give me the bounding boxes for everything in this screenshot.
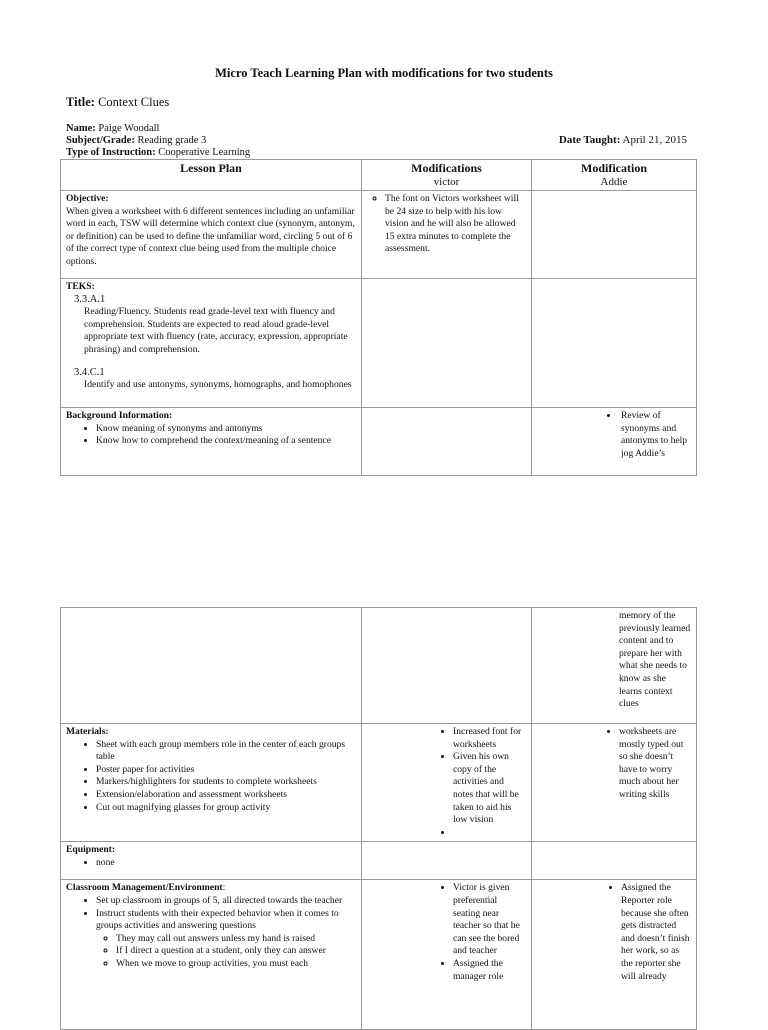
teks-heading: TEKS: [66,281,95,292]
header-lesson-plan: Lesson Plan [61,160,362,191]
objective-victor-cell [362,191,532,279]
name-line [66,123,159,135]
title-value: Context Clues [98,95,170,109]
materials-item-5: • Cut out magnifying glasses for group activity [96,802,356,815]
instruction-line [66,147,250,159]
equipment-addie-cell [532,842,697,880]
background-cell [61,408,362,476]
addie-classroom-mod: • Assigned the Reporter role because she often gets distracted and doesn’t finish her work, so as the reporter she will already [621,882,691,983]
teks-text-2: Identify and use antonyms, synonyms, homographs, and homophones [84,379,352,391]
victor-classroom-item-2: • Assigned the manager role [453,958,526,983]
equipment-row [61,842,697,880]
equipment-cell [61,842,362,880]
classroom-addie-cell [532,880,697,1030]
background-item-1: • Know meaning of synonyms and antonyms [96,423,356,436]
objective-cell [61,191,362,279]
subject-line [66,135,206,147]
addie-continued-mod: memory of the previously learned content and to prepare her with what she needs to know as she learns context clues [619,610,691,710]
teks-cell [61,279,362,408]
document-heading: Micro Teach Learning Plan with modifications for two students [215,66,553,80]
objective-text: When given a worksheet with 6 different sentences including an unfamiliar word in each, TSW will determine which context clue (synonym, antonym, or definition) can be used to define the unfamiliar word, circling 5 out of 6 of the correct type of context clue being used from the multiple choice options. [66,205,355,267]
name-label: Name: [66,123,96,134]
classroom-item-1: • Set up classroom in groups of 5, all directed towards the teacher [96,895,356,908]
victor-materials-item-2: • Given his own copy of the activities and notes that will be taken to aid his low vision [453,751,526,827]
victor-materials-item-1: • Increased font for worksheets [453,726,526,751]
classroom-subitem-1: ◦ They may call out answers unless my hand is raised [116,933,356,946]
teks-addie-cell [532,279,697,408]
classroom-subitem-2: ◦ If I direct a question at a student, only they can answer [116,945,356,958]
classroom-item-2: • Instruct students with their expected behavior when it comes to groups activities and answering questions ◦ They may call out answers unless my hand is raised ◦ If I direct a question at a student, only they can answer ◦ When we move to group activities, you must each [96,908,356,971]
equipment-heading: Equipment: [66,844,116,856]
materials-item-4: • Extension/elaboration and assessment worksheets [96,789,356,802]
continued-addie-cell [532,608,697,724]
materials-addie-cell [532,724,697,842]
materials-item-3: • Markers/highlighters for students to complete worksheets [96,776,356,789]
subject-label: Subject/Grade: [66,135,135,146]
subject-value: Reading grade 3 [137,135,207,146]
victor-objective-mod: ◦ The font on Victors worksheet will be 24 size to help with his low vision and he will also be allowed 15 extra minutes to complete the assessment. [385,193,526,256]
teks-code-1: 3.3.A.1 [74,293,106,305]
victor-materials-item-3 [453,827,526,840]
title-line [66,95,169,110]
date-label: Date Taught: [558,134,621,146]
materials-item-2: • Poster paper for activities [96,764,356,777]
objective-addie-cell [532,191,697,279]
continued-victor-cell [362,608,532,724]
materials-row [61,724,697,842]
materials-cell [61,724,362,842]
classroom-row [61,880,697,1030]
header-modification-addie: Modification Addie [532,160,697,191]
teks-text-1: Reading/Fluency. Students read grade-level text with fluency and comprehension. Students are expected to read aloud grade-level appropriate text with fluency (rate, accuracy, expression, appropriate phrasing) and comprehension. [84,306,348,355]
instruction-value: Cooperative Learning [158,147,251,158]
teks-code-2: 3.4.C.1 [74,366,105,378]
materials-victor-cell [362,724,532,842]
equipment-item-1: • none [96,857,356,870]
title-label: Title: [66,95,95,109]
background-item-2: • Know how to comprehend the context/meaning of a sentence [96,435,356,448]
header-modifications-victor: Modifications victor [362,160,532,191]
background-row [61,408,697,476]
equipment-victor-cell [362,842,532,880]
lesson-plan-table-top [60,159,697,476]
addie-materials-mod: • worksheets are mostly typed out so she doesn’t have to worry much about her writing skills [619,726,691,802]
materials-heading: Materials: [66,726,109,737]
victor-classroom-item-1: • Victor is given preferential seating near teacher so that he can see the bored and teacher [453,882,526,958]
instruction-label: Type of Instruction: [66,147,156,158]
header-row [61,160,697,191]
classroom-cell [61,880,362,1030]
teks-victor-cell [362,279,532,408]
teks-row [61,279,697,408]
classroom-subitem-3: ◦ When we move to group activities, you must each [116,958,356,971]
objective-row [61,191,697,279]
materials-item-1: • Sheet with each group members role in the center of each groups table [96,739,356,764]
addie-background-mod: • Review of synonyms and antonyms to help jog Addie’s [619,410,691,460]
date-value: April 21, 2015 [622,134,687,146]
objective-heading: Objective: [66,193,109,204]
background-heading: Background Information: [66,410,173,421]
continued-cell [61,608,362,724]
continued-row [61,608,697,724]
classroom-heading: Classroom Management/Environment: [66,882,226,894]
name-value: Paige Woodall [98,123,160,134]
background-victor-cell [362,408,532,476]
date-line [559,134,687,146]
background-addie-cell [532,408,697,476]
classroom-victor-cell [362,880,532,1030]
lesson-plan-table-bottom [60,607,697,1030]
